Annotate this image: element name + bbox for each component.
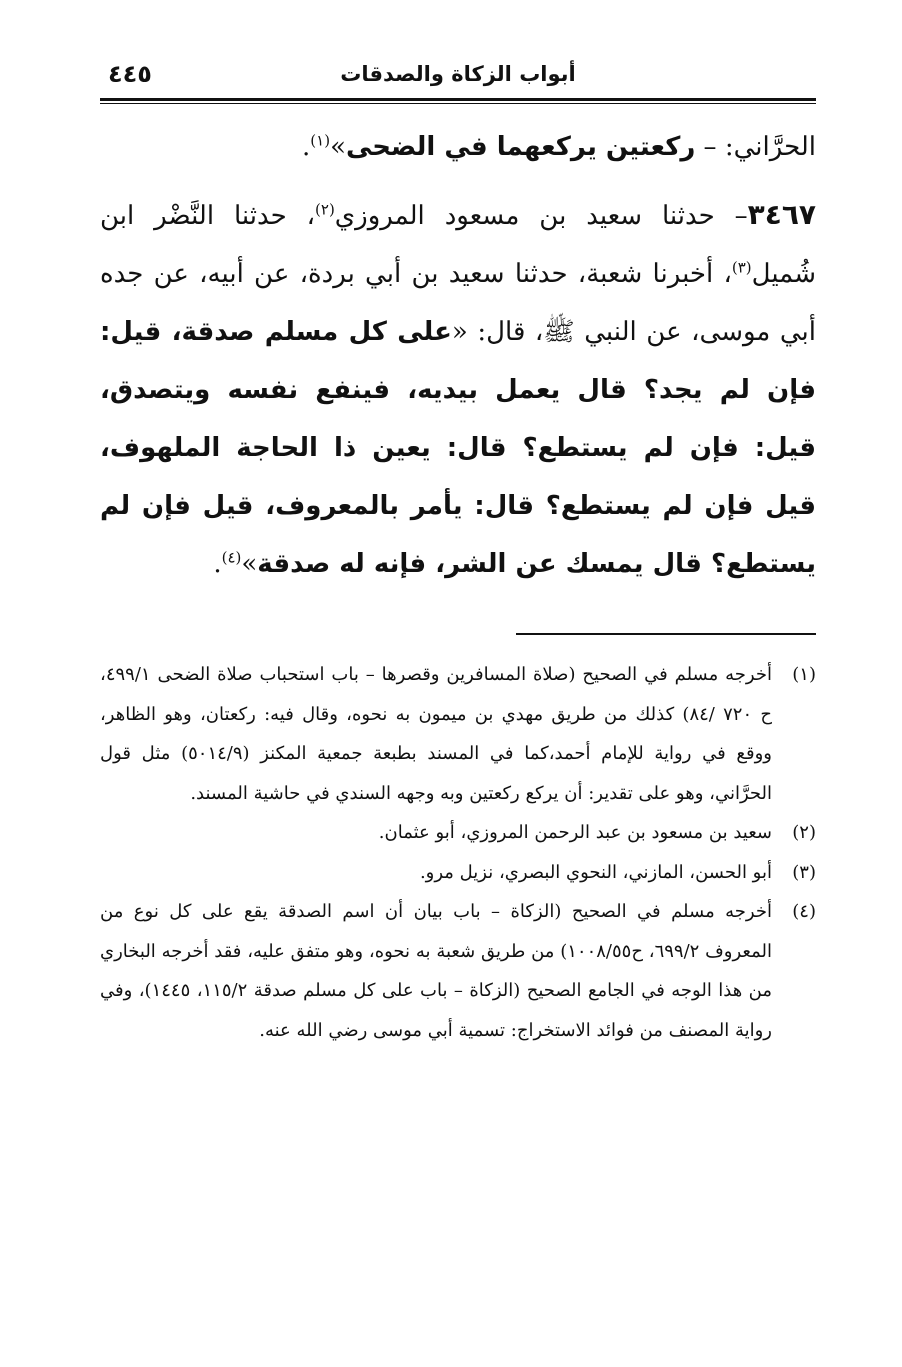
footnote-ref: (٣) — [731, 258, 752, 277]
main-text — [100, 118, 816, 593]
header-rule-thick — [100, 98, 816, 101]
footnote-number: (١) — [792, 664, 816, 685]
book-page — [100, 60, 816, 1330]
footnote-number: (٣) — [792, 861, 816, 883]
hadith-text-bold: ركعتين يركعهما في الضحى — [345, 132, 696, 162]
hadith-number: ٣٤٦٧ — [747, 198, 816, 231]
text-run: – حدثنا سعيد بن مسعود المروزي — [334, 201, 748, 231]
footnote-text: أخرجه مسلم في الصحيح (الزكاة – باب بيان أن اسم الصدقة يقع على كل نوع من المعروف ٦٩٩/٢، ح١٠٠٨/٥٥) من طريق شعبة به نحوه، وهو متفق عليه، فقد أخرجه البخاري من هذا الوجه في الجامع الصحيح (الزكاة – باب على كل مسلم صدقة ١١٥/٢، ١٤٤٥)، وفي رواية المصنف من فوائد الاستخراج: تسمية أبي موسى رضي الله عنه. — [100, 901, 773, 1041]
footnote-text: أخرجه مسلم في الصحيح (صلاة المسافرين وقصرها – باب استحباب صلاة الضحى ٤٩٩/١، ح ٧٢٠ /٨٤) كذلك من طريق مهدي بن ميمون به نحوه، وقال فيه: ركعتان، وهو الظاهر، ووقع في رواية للإمام أحمد،كما في المسند بطبعة جمعية المكنز (٥٠١٤/٩) مثل قول الحرَّاني، وهو على تقدير: أن يركع ركعتين وبه وجهه السندي في حاشية المسند. — [100, 664, 773, 804]
text-run: ، أخبرنا شعبة، حدثنا سعيد بن أبي بردة، عن أبيه، عن جده أبي موسى، عن النبي ﷺ، قال: « — [100, 259, 816, 347]
quote-close: » — [241, 549, 258, 579]
footnote-text: أبو الحسن، المازني، النحوي البصري، نزيل مرو. — [419, 861, 772, 883]
footnote-item — [100, 655, 816, 813]
footnote-ref: (١) — [310, 131, 331, 150]
paragraph-hadith — [100, 186, 816, 593]
footnote-item — [100, 813, 816, 853]
text-run: الحرَّاني: – — [695, 132, 816, 162]
quote-close: » — [330, 132, 346, 162]
footnotes — [100, 655, 816, 1050]
page-header — [100, 60, 816, 96]
header-rule-thin — [100, 103, 816, 104]
footnote-item — [100, 892, 816, 1050]
footnote-separator — [516, 633, 816, 635]
footnote-number: (٤) — [792, 901, 816, 922]
footnote-number: (٢) — [792, 822, 816, 843]
paragraph-continuation — [100, 118, 816, 176]
footnote-text: سعيد بن مسعود بن عبد الرحمن المروزي، أبو عثمان. — [378, 822, 772, 843]
footnote-ref: (٢) — [315, 200, 335, 219]
running-title: أبواب الزكاة والصدقات — [340, 62, 576, 86]
page-number: ٤٤٥ — [108, 60, 152, 88]
hadith-text-bold: على كل مسلم صدقة، قيل: فإن لم يجد؟ قال يعمل بيديه، فينفع نفسه ويتصدق، قيل: فإن لم يستطع؟ قال: يعين ذا الحاجة الملهوف، قيل فإن لم يستطع؟ قال: يأمر بالمعروف، قيل فإن لم يستطع؟ قال يمسك عن الشر، فإنه له صدقة — [100, 317, 816, 579]
text-run: . — [213, 549, 222, 579]
text-run: ، حدثنا النَّضْر ابن شُميل — [100, 201, 816, 289]
footnote-item — [100, 853, 816, 893]
text-run: . — [302, 132, 311, 162]
footnote-ref: (٤) — [221, 548, 242, 567]
